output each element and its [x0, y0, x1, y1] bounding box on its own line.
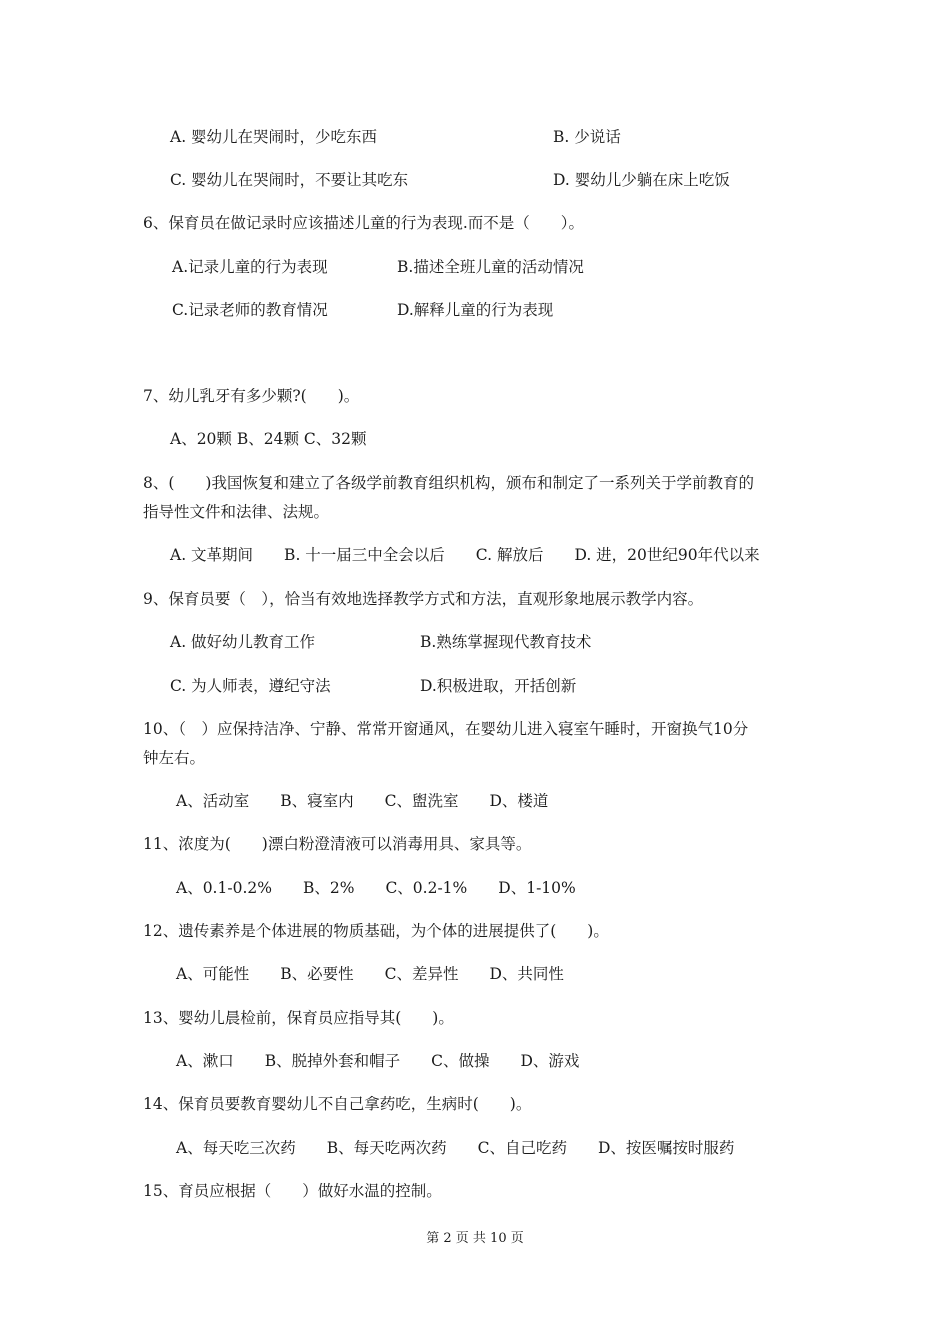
page-footer: 第 2 页 共 10 页 — [426, 1231, 524, 1246]
q5-option-d: D. 婴幼儿少躺在床上吃饭 — [553, 171, 730, 189]
q8-stem-line1: 8、( )我国恢复和建立了各级学前教育组织机构，颁布和制定了一系列关于学前教育的 — [143, 474, 754, 492]
q8-options: A. 文革期间 B. 十一届三中全会以后 C. 解放后 D. 进，20世纪90年代以来 — [170, 546, 760, 564]
q9-option-d: D.积极进取，开括创新 — [420, 677, 577, 695]
q7-stem: 7、幼儿乳牙有多少颗?( )。 — [143, 387, 360, 405]
q8-stem-line2: 指导性文件和法律、法规。 — [143, 503, 330, 521]
q13-options: A、漱口 B、脱掉外套和帽子 C、做操 D、游戏 — [176, 1052, 580, 1070]
q12-stem: 12、遗传素养是个体进展的物质基础，为个体的进展提供了( )。 — [143, 922, 609, 940]
q6-option-a: A.记录儿童的行为表现 — [172, 258, 328, 276]
q11-stem: 11、浓度为( )漂白粉澄清液可以消毒用具、家具等。 — [143, 835, 532, 853]
q5-option-a: A. 婴幼儿在哭闹时，少吃东西 — [170, 128, 378, 146]
q9-option-b: B.熟练掌握现代教育技术 — [420, 633, 592, 651]
q6-option-d: D.解释儿童的行为表现 — [397, 301, 554, 319]
q6-option-c: C.记录老师的教育情况 — [172, 301, 328, 319]
q5-option-c: C. 婴幼儿在哭闹时，不要让其吃东 — [170, 171, 409, 189]
q14-stem: 14、保育员要教育婴幼儿不自己拿药吃，生病时( )。 — [143, 1095, 532, 1113]
q10-stem-line1: 10、（ ）应保持洁净、宁静、常常开窗通风，在婴幼儿进入寝室午睡时，开窗换气10分 — [143, 720, 749, 738]
q9-option-c: C. 为人师表，遵纪守法 — [170, 677, 331, 695]
q11-options: A、0.1-0.2% B、2% C、0.2-1% D、1-10% — [176, 879, 576, 897]
q6-stem: 6、保育员在做记录时应该描述儿童的行为表现.而不是（ ）。 — [143, 214, 585, 232]
q7-options: A、20颗 B、24颗 C、32颗 — [170, 430, 367, 448]
q5-option-b: B. 少说话 — [553, 128, 621, 146]
q13-stem: 13、婴幼儿晨检前，保育员应指导其( )。 — [143, 1009, 454, 1027]
q15-stem: 15、育员应根据（ ）做好水温的控制。 — [143, 1182, 442, 1200]
q14-options: A、每天吃三次药 B、每天吃两次药 C、自己吃药 D、按医嘱按时服药 — [176, 1139, 735, 1157]
q12-options: A、可能性 B、必要性 C、差异性 D、共同性 — [176, 965, 564, 983]
q9-option-a: A. 做好幼儿教育工作 — [170, 633, 316, 651]
q6-option-b: B.描述全班儿童的活动情况 — [397, 258, 584, 276]
q10-options: A、活动室 B、寝室内 C、盥洗室 D、楼道 — [176, 792, 549, 810]
q10-stem-line2: 钟左右。 — [143, 749, 206, 767]
q9-stem: 9、保育员要（ ），恰当有效地选择教学方式和方法，直观形象地展示教学内容。 — [143, 590, 704, 608]
